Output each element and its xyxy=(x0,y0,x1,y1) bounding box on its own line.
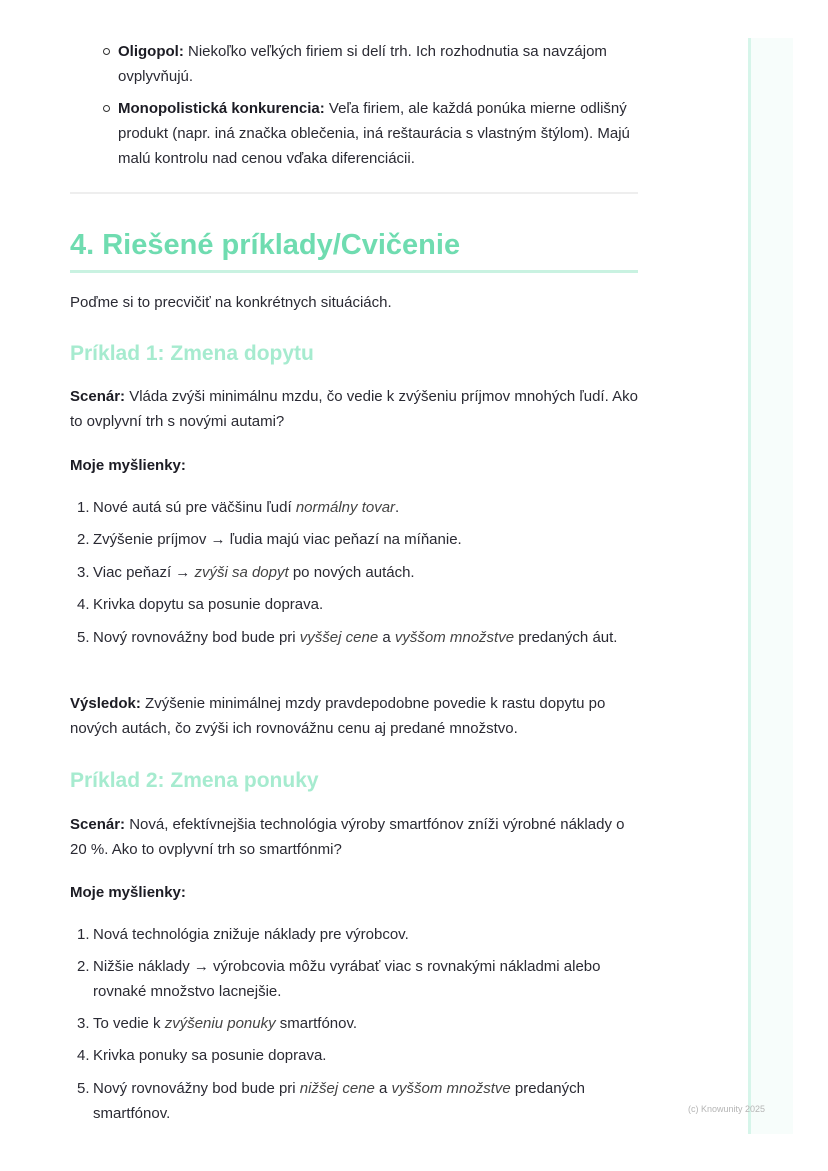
list-number: 4. xyxy=(77,1047,90,1064)
copyright: (c) Knowunity 2025 xyxy=(688,1104,766,1114)
text: Veľa firiem, ale každá ponúka mierne odlišný produkt (napr. iná značka oblečenia, iná reštaurácia s vlastným štýlom). Majú malú kontrolu nad cenou vďaka diferenciácii. xyxy=(118,100,630,167)
section-intro: Poďme si to precvičiť na konkrétnych situáciách. xyxy=(70,294,392,311)
example-2-step xyxy=(77,954,633,1004)
list-number: 1. xyxy=(77,926,90,943)
text: Krivka ponuky sa posunie doprava. xyxy=(93,1047,327,1064)
list-item-oligopol xyxy=(103,39,648,89)
list-number: 5. xyxy=(77,1080,90,1097)
list-number: 3. xyxy=(77,1015,90,1032)
example-1-title: Príklad 1: Zmena dopytu xyxy=(70,342,314,365)
text: Nové autá sú pre väčšinu ľudí xyxy=(93,499,296,516)
example-2-step xyxy=(77,1076,623,1126)
side-margin-bar xyxy=(748,38,793,1134)
list-number: 4. xyxy=(77,596,90,613)
text: Vláda zvýši minimálnu mzdu, čo vedie k zvýšeniu príjmov mnohých ľudí. Ako to ovplyvní trh s novými autami? xyxy=(70,388,638,430)
text: Zvýšenie minimálnej mzdy pravdepodobne povedie k rastu dopytu po nových autách, čo zvýši ich rovnovážnu cenu aj predané množstvo. xyxy=(70,695,606,737)
text: a xyxy=(378,629,395,646)
text: Niekoľko veľkých firiem si delí trh. Ich rozhodnutia sa navzájom ovplyvňujú. xyxy=(118,43,607,85)
italic-text: zvýšeniu ponuky xyxy=(164,1015,276,1032)
bold-text: Oligopol: xyxy=(118,43,184,60)
bold-text: Monopolistická konkurencia: xyxy=(118,100,325,117)
divider xyxy=(70,192,638,194)
italic-text: vyššej cene xyxy=(299,629,379,646)
example-1-result xyxy=(70,691,640,741)
italic-text: normálny tovar xyxy=(295,499,396,516)
text: a xyxy=(374,1080,392,1097)
section-title-underline xyxy=(70,270,638,273)
bold-text: Scenár: xyxy=(70,816,126,833)
example-1-step xyxy=(77,495,653,520)
section-title: 4. Riešené príklady/Cvičenie xyxy=(70,229,461,261)
text: Nová technológia znižuje náklady pre výrobcov. xyxy=(93,926,409,943)
list-number: 2. xyxy=(77,958,90,975)
list-item-monopolisticka-konkurencia xyxy=(103,96,648,171)
list-number: 2. xyxy=(77,531,90,548)
example-1-step xyxy=(77,527,653,552)
italic-text: nižšej cene xyxy=(299,1080,375,1097)
list-number: 1. xyxy=(77,499,90,516)
italic-text: vyššom množstve xyxy=(394,629,515,646)
example-1-step xyxy=(77,592,653,617)
example-2-thoughts-label: Moje myšlienky: xyxy=(70,884,186,901)
text: po nových autách. xyxy=(288,564,415,581)
example-1-step xyxy=(77,560,653,585)
example-1-thoughts-label: Moje myšlienky: xyxy=(70,457,186,474)
text: predaných smartfónov. xyxy=(93,1080,585,1122)
text: Zvýšenie príjmov → ľudia majú viac peňazí na míňanie. xyxy=(93,531,462,548)
example-2-title: Príklad 2: Zmena ponuky xyxy=(70,769,319,792)
list-number: 3. xyxy=(77,564,90,581)
bold-text: Výsledok: xyxy=(70,695,141,712)
text: To vedie k xyxy=(93,1015,165,1032)
text: Nový rovnovážny bod bude pri xyxy=(93,1080,300,1097)
example-2-step xyxy=(77,1011,653,1036)
italic-text: zvýši sa dopyt xyxy=(194,564,289,581)
example-2-step xyxy=(77,1043,653,1068)
text: smartfónov. xyxy=(275,1015,358,1032)
example-2-step xyxy=(77,922,653,947)
example-2-scenario xyxy=(70,812,640,862)
text: predaných áut. xyxy=(514,629,618,646)
text: Krivka dopytu sa posunie doprava. xyxy=(93,596,324,613)
text: Nižšie náklady → výrobcovia môžu vyrábať viac s rovnakými nákladmi alebo rovnaké množstvo lacnejšie. xyxy=(93,958,601,1000)
text: . xyxy=(395,499,400,516)
text: Viac peňazí → xyxy=(93,564,195,581)
example-1-scenario xyxy=(70,384,640,434)
example-1-step xyxy=(77,625,623,650)
text: Nový rovnovážny bod bude pri xyxy=(93,629,300,646)
italic-text: vyššom množstve xyxy=(391,1080,511,1097)
list-number: 5. xyxy=(77,629,90,646)
text: Nová, efektívnejšia technológia výroby smartfónov zníži výrobné náklady o 20 %. Ako to ovplyvní trh so smartfónmi? xyxy=(70,816,625,858)
bold-text: Scenár: xyxy=(70,388,126,405)
